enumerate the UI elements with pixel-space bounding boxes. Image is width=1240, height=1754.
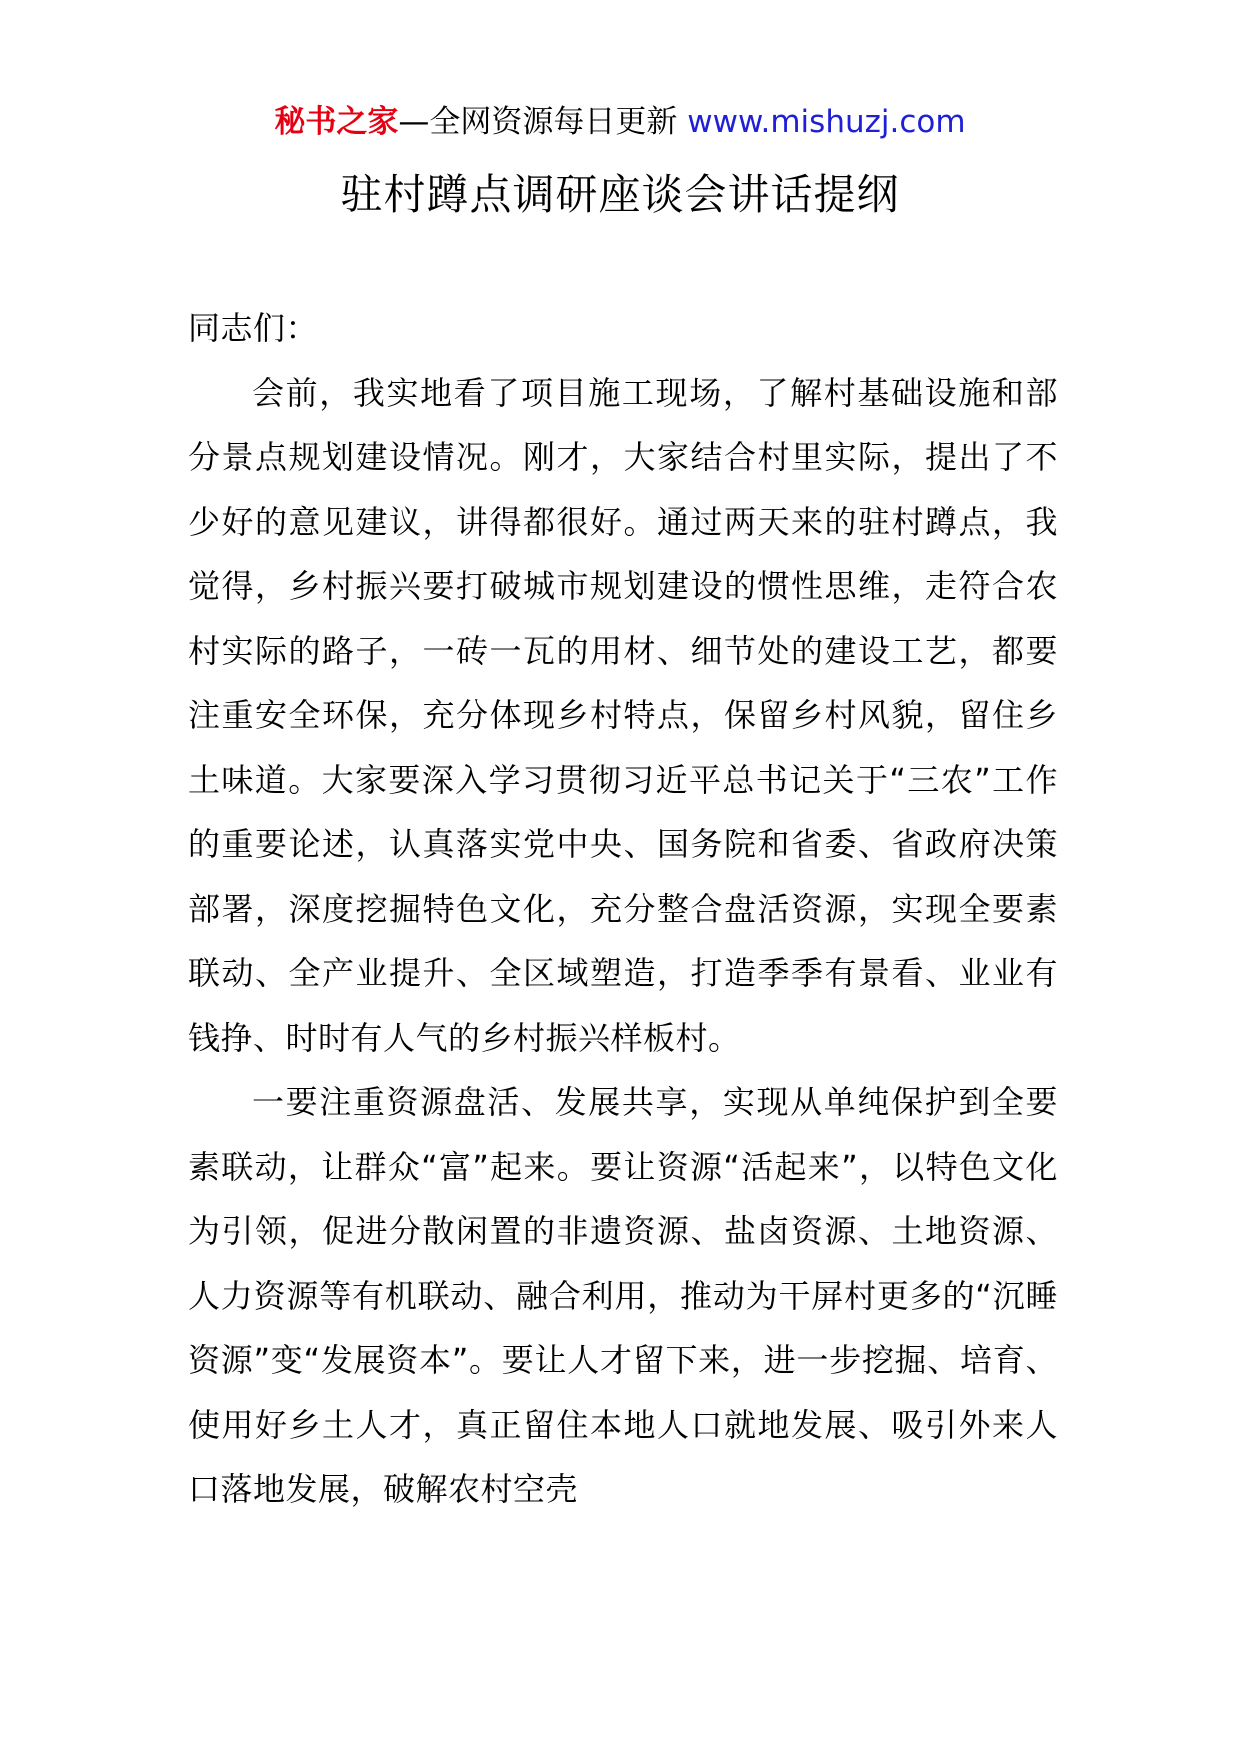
greeting: 同志们：	[188, 309, 319, 347]
document-title: 驻村蹲点调研座谈会讲话提纲	[340, 170, 900, 219]
paragraph-point-one: 一要注重资源盘活、发展共享，实现从单纯保护到全要素联动，让群众“富”起来。要让资源“活起来”，以特色文化为引领，促进分散闲置的非遗资源、盐卤资源、土地资源、人力资源等有机联动、融合利用，推动为干屏村更多的“沉睡资源”变“发展资本”。要让人才留下来，进一步挖掘、培育、使用好乡土人才，真正留住本地人口就地发展、吸引外来人口落地发展，破解农村空壳	[188, 1083, 1058, 1508]
brand-name: 秘书之家	[274, 104, 399, 140]
document-body	[188, 296, 1058, 1522]
site-banner	[0, 100, 1240, 144]
banner-tagline: —全网资源每日更新	[398, 104, 678, 140]
site-url-link[interactable]: www.mishuzj.com	[687, 104, 966, 140]
paragraph-intro: 会前，我实地看了项目施工现场，了解村基础设施和部分景点规划建设情况。刚才，大家结合村里实际，提出了不少好的意见建议，讲得都很好。通过两天来的驻村蹲点，我觉得，乡村振兴要打破城市规划建设的惯性思维，走符合农村实际的路子，一砖一瓦的用材、细节处的建设工艺，都要注重安全环保，充分体现乡村特点，保留乡村风貌，留住乡土味道。大家要深入学习贯彻习近平总书记关于“三农”工作的重要论述，认真落实党中央、国务院和省委、省政府决策部署，深度挖掘特色文化，充分整合盘活资源，实现全要素联动、全产业提升、全区域塑造，打造季季有景看、业业有钱挣、时时有人气的乡村振兴样板村。	[188, 373, 1058, 1057]
